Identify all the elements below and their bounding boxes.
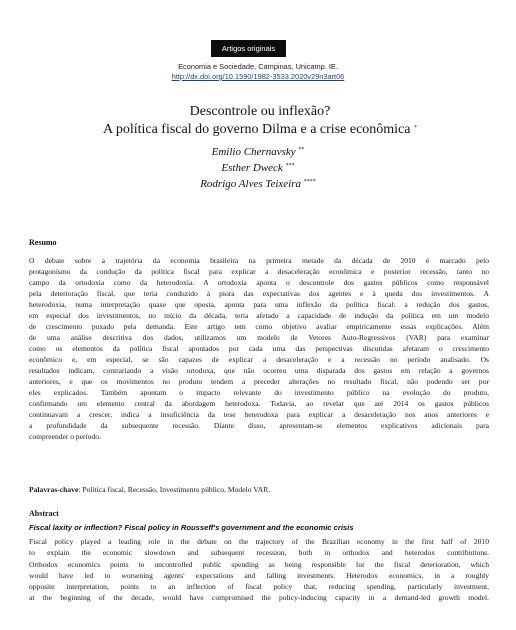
- resumo-line: de uma análise descritiva dos dados, utilizamos um modelo de Vetores Auto-Regressivos (VAR) para examinar: [29, 333, 489, 342]
- resumo-paragraph: [29, 255, 489, 442]
- resumo-line: pela deterioração fiscal, que teria conduzido à piora das expectativas dos agentes e à queda dos investimentos. A: [29, 289, 489, 298]
- resumo-line: a profundidade da subsequente recessão. Diante disso, apresentam-se elementos explicativos adicionais para: [29, 421, 489, 430]
- abstract-heading: Abstract: [29, 509, 59, 518]
- resumo-heading: Resumo: [29, 238, 57, 247]
- resumo-line: resultados indicam, contrariando a visão ortodoxa, que não ocorreu uma disparada dos gastos em relação a governos: [29, 366, 489, 375]
- author-2: [0, 161, 516, 175]
- resumo-line: O debate sobre a trajetória da economia brasileira na primeira metade da década de 2010 é marcado pelo: [29, 256, 489, 265]
- abstract-paragraph: [29, 536, 489, 604]
- author-footnote-mark[interactable]: ****: [303, 179, 316, 185]
- doi-link[interactable]: http://dx.doi.org/10.1590/1982-3533.2020v29n3art06: [171, 72, 345, 81]
- author-footnote-mark[interactable]: **: [298, 147, 305, 153]
- resumo-line: de crescimento puxado pela demanda. Este artigo tem como objetivo avaliar empiricamente essas explicações. Além: [29, 322, 489, 331]
- author-1: [0, 145, 516, 159]
- keywords-text: : Política fiscal, Recessão, Investimento público, Modelo VAR.: [78, 485, 271, 494]
- author-footnote-mark[interactable]: ***: [285, 163, 295, 169]
- keywords-label: Palavras-chave: [29, 485, 79, 494]
- keywords: [29, 485, 270, 494]
- article-title-line2: [2, 122, 516, 138]
- article-title-text: A política fiscal do governo Dilma e a crise econômica: [102, 122, 411, 137]
- resumo-line: econômico e, em especial, se são capazes de explicar a desaceleração e a recessão no período analisado. Os: [29, 355, 489, 364]
- author-3: [0, 177, 516, 191]
- abstract-title: Fiscal laxity or inflection? Fiscal policy in Rousseff's government and the economic crisis: [29, 523, 354, 532]
- resumo-line: campo da ortodoxia como da heterodoxia. A ortodoxia aponta o descontrole dos gastos públicos como responsável: [29, 278, 489, 287]
- resumo-line: continuavam a crescer, indica a insuficiência da tese heterodoxa para explicar a desaceleração nos anos anteriores e: [29, 410, 489, 419]
- abstract-line: would have led to worsening agents' expectations and falling investments. Heterodox economics, in a roughly: [29, 570, 489, 580]
- article-title-line1: Descontrole ou inflexão?: [189, 104, 331, 119]
- author-name: Rodrigo Alves Teixeira: [200, 178, 302, 190]
- resumo-line: anteriores, e que os movimentos no produto tendem a preceder alterações no resultado fiscal, não podendo ser por: [29, 377, 489, 386]
- abstract-line: opposite interpretation, points to an inflection of fiscal policy that, reducing spending, particularly investment,: [29, 582, 489, 592]
- journal-line: Economia e Sociedade, Campinas, Unicamp. IE.: [178, 62, 338, 71]
- resumo-line: eles explicados. Também apontam o impacto relevante do investimento público na evolução do produto,: [29, 388, 489, 397]
- resumo-line: confirmando um elemento central da abordagem heterodoxa. Todavia, ao revelar que até 2014 os gastos públicos: [29, 399, 489, 408]
- author-name: Esther Dweck: [221, 162, 283, 174]
- resumo-line: heterodoxia, numa interpretação quase que oposta, aponta para uma inflexão da política fiscal: a redução dos gastos,: [29, 300, 489, 309]
- abstract-line: to explain the economic slowdown and subsequent recession, both in orthodox and heterodox contributions.: [29, 548, 489, 558]
- title-footnote-mark[interactable]: *: [414, 125, 417, 131]
- resumo-line: em especial dos investimentos, no início da década, teria afetado a capacidade de indução da política em um modelo: [29, 311, 489, 320]
- section-badge: Artigos originais: [211, 40, 286, 57]
- resumo-line: compreender o período.: [29, 432, 101, 441]
- author-name: Emilio Chernavsky: [211, 146, 296, 158]
- resumo-line: como os elementos da política fiscal apontados por cada uma das perspectivas discutidas afetaram o crescimento: [29, 344, 489, 353]
- resumo-line: protagonismo da condução da política fiscal para explicar a desaceleração econômica e posterior recessão, tanto no: [29, 267, 489, 276]
- abstract-line: Fiscal policy played a leading role in the debate on the trajectory of the Brazilian economy in the first half of 2010: [29, 537, 489, 546]
- abstract-line: at the beginning of the decade, would have compromised the policy-inducing capacity in a demand-led growth model.: [29, 593, 489, 603]
- abstract-line: Orthodox economics points to uncontrolled public spending as being responsible for the fiscal deterioration, which: [29, 559, 489, 569]
